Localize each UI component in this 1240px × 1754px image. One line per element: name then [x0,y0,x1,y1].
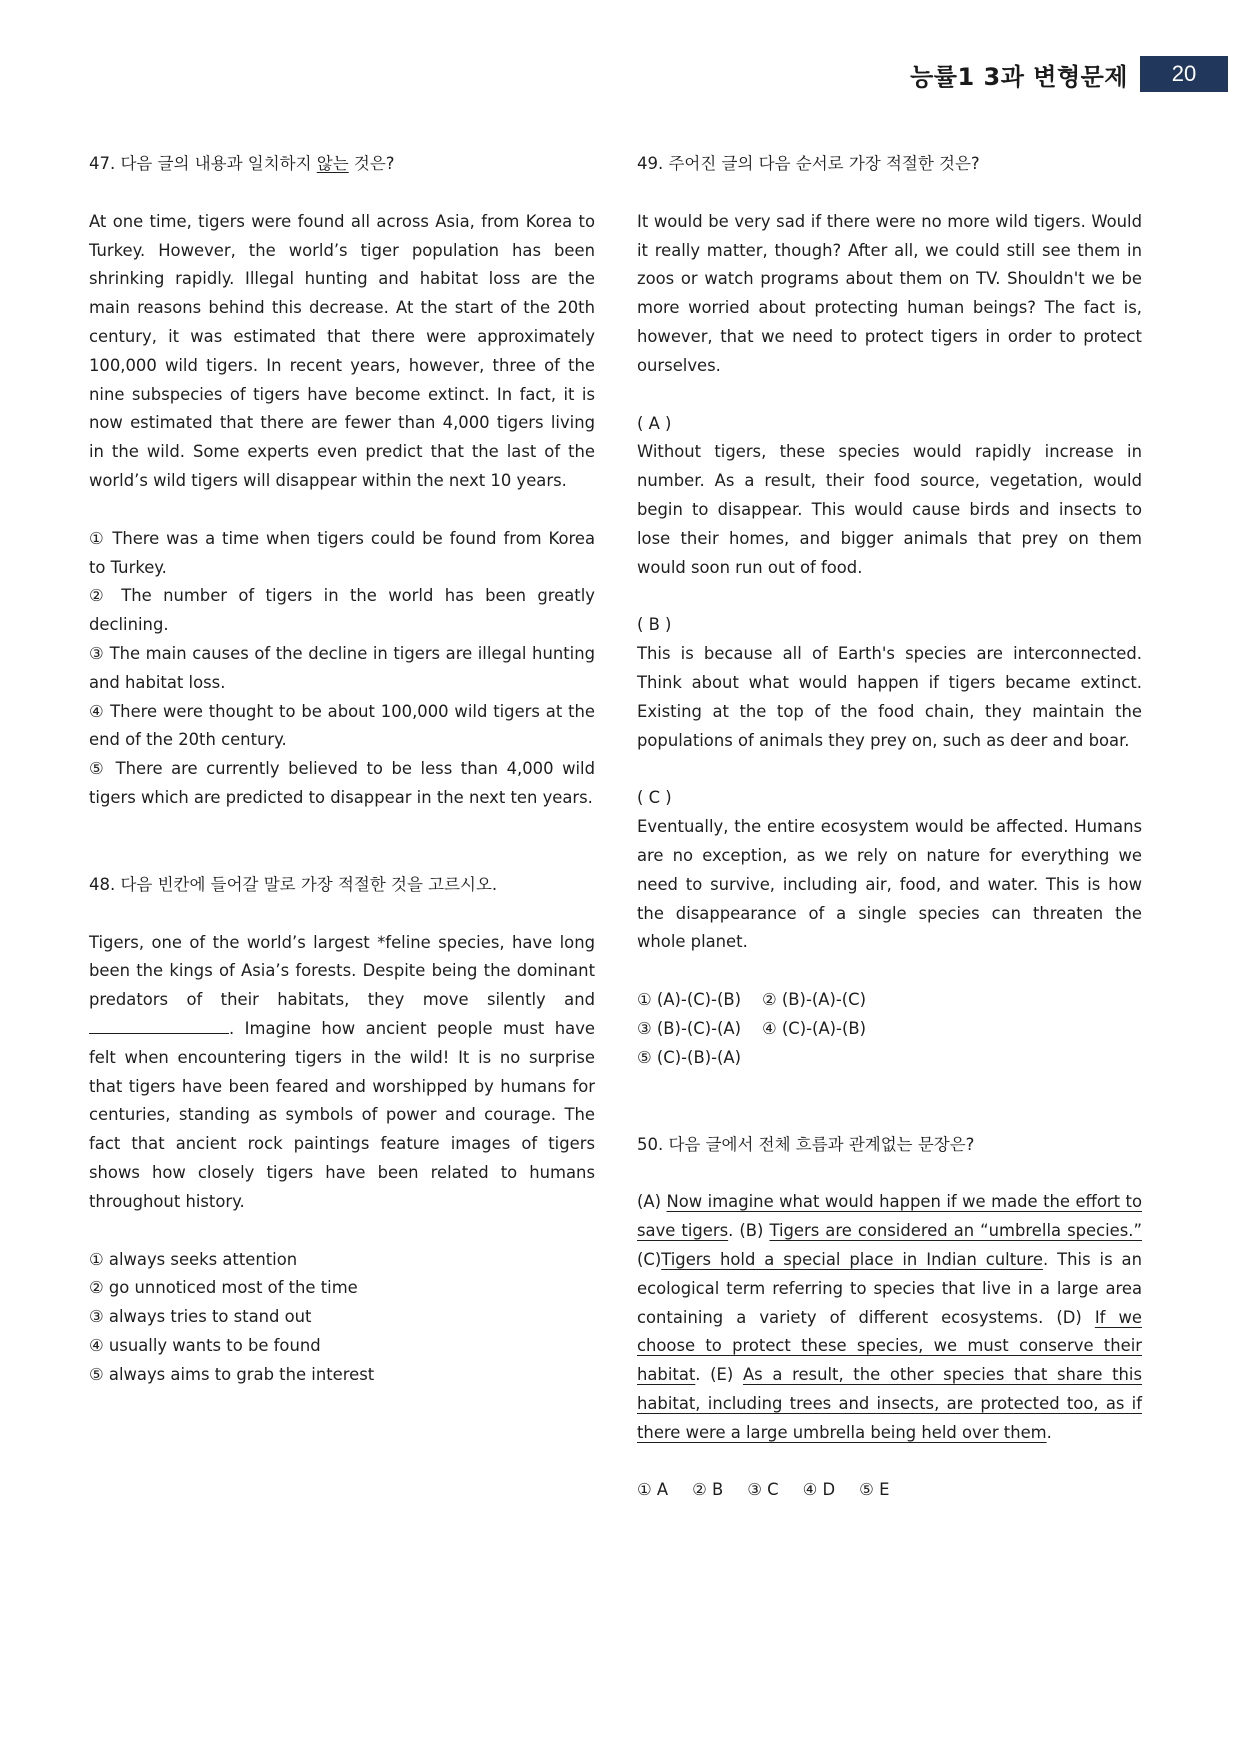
q50-option-1[interactable]: ① A [637,1480,669,1500]
q48-option-2[interactable]: ② go unnoticed most of the time [89,1278,358,1298]
q49-label-b: ( B ) [637,615,672,635]
q49-label-c: ( C ) [637,788,672,808]
page-header [910,56,1228,92]
q48-option-4[interactable]: ④ usually wants to be found [89,1335,321,1355]
q50-passage: (A) Now imagine what would happen if we made the effort to save tigers. (B) Tigers are considered an “umbrella species.” (C)Tigers hold a special place in Indian culture. This is an ecological term referring to species that live in a large area containing a variety of different ecosystems. (D) If we choose to protect these species, we must conserve their habitat. (E) As a result, the other species that share this habitat, including trees and insects, are protected too, as if there were a large umbrella being held over them. [637,1192,1142,1442]
left-column [89,150,595,1389]
q49-text-a: Without tigers, these species would rapidly increase in number. As a result, their food source, vegetation, would begin to disappear. This would cause birds and insects to lose their homes, and bigger animals that prey on them would soon run out of food. [637,442,1142,577]
q49-title: 49. 주어진 글의 다음 순서로 가장 적절한 것은? [637,154,980,173]
q47-passage: At one time, tigers were found all across Asia, from Korea to Turkey. However, the world’s tiger population has been shrinking rapidly. Illegal hunting and habitat loss are the main reasons behind this decrease. At the start of the 20th century, it was estimated that there were approximately 100,000 wild tigers. In recent years, however, three of the nine subspecies of tigers have become extinct. In fact, it is now estimated that there are fewer than 4,000 tigers living in the wild. Some experts even predict that the last of the world’s wild tigers will disappear within the next 10 years. [89,211,595,490]
q49-option-1[interactable]: ① (A)-(C)-(B) [637,990,742,1010]
q48-title: 48. 다음 빈칸에 들어갈 말로 가장 적절한 것을 고르시오. [89,874,498,894]
q49-option-3[interactable]: ③ (B)-(C)-(A) [637,1018,742,1038]
page-number: 20 [1140,56,1228,92]
q50-title: 50. 다음 글에서 전체 흐름과 관계없는 문장은? [637,1134,975,1154]
q50-sentence-a: Now imagine what would happen if we made the effort to save tigers [637,1192,1142,1241]
q50-sentence-c: Tigers hold a special place in Indian culture [661,1249,1043,1269]
answer-blank [89,1015,229,1034]
q47-option-3[interactable]: ③ The main causes of the decline in tigers are illegal hunting and habitat loss. [89,643,595,692]
q49-option-4[interactable]: ④ (C)-(A)-(B) [762,1018,867,1038]
q49-text-c: Eventually, the entire ecosystem would be affected. Humans are no exception, as we rely on nature for everything we need to survive, including air, food, and water. This is how the disappearance of a single species can threaten the whole planet. [637,817,1142,952]
q50-sentence-e: As a result, the other species that share this habitat, including trees and insects, are protected too, as if there were a large umbrella being held over them [637,1365,1142,1442]
q48-option-1[interactable]: ① always seeks attention [89,1249,298,1269]
header-title: 능률1 3과 변형문제 [910,62,1128,91]
right-column [637,150,1142,1505]
q48-option-3[interactable]: ③ always tries to stand out [89,1307,312,1327]
q49-options [637,986,1142,1072]
q48-passage: Tigers, one of the world’s largest *feline species, have long been the kings of Asia’s forests. Despite being the dominant predators of their habitats, they move silently and. Imagine how ancient people must have felt when encountering tigers in the wild! It is no surprise that tigers have been feared and worshipped by humans for centuries, standing as symbols of power and courage. The fact that ancient rock paintings feature images of tigers shows how closely tigers have been related to humans throughout history. [89,932,595,1211]
q49-intro: It would be very sad if there were no more wild tigers. Would it really matter, though? After all, we could still see them in zoos or watch programs about them on TV. Shouldn't we be more worried about protecting human beings? The fact is, however, that we need to protect tigers in order to protect ourselves. [637,211,1142,375]
q47-option-4[interactable]: ④ There were thought to be about 100,000 wild tigers at the end of the 20th century. [89,701,595,750]
q49-text-b: This is because all of Earth's species are interconnected. Think about what would happen if tigers became extinct. Existing at the top of the food chain, they maintain the populations of animals they prey on, such as deer and boar. [637,644,1142,750]
q50-sentence-b: Tigers are considered an “umbrella species.” [769,1221,1142,1241]
q49-label-a: ( A ) [637,413,672,433]
q50-option-4[interactable]: ④ D [802,1480,836,1500]
q49-option-2[interactable]: ② (B)-(A)-(C) [762,990,867,1010]
q50-sentence-d: If we choose to protect these species, we must conserve their habitat [637,1307,1142,1385]
q50-option-3[interactable]: ③ C [747,1480,779,1500]
q48-option-5[interactable]: ⑤ always aims to grab the interest [89,1364,375,1384]
q50-option-5[interactable]: ⑤ E [859,1480,890,1500]
q47-title: 47. 다음 글의 내용과 일치하지 않는 것은? [89,154,395,173]
q47-option-5[interactable]: ⑤ There are currently believed to be less than 4,000 wild tigers which are predicted to disappear in the next ten years. [89,759,595,807]
q47-option-2[interactable]: ② The number of tigers in the world has been greatly declining. [89,586,595,635]
q50-option-2[interactable]: ② B [692,1480,724,1500]
q50-options [637,1476,1142,1505]
q49-option-5[interactable]: ⑤ (C)-(B)-(A) [637,1047,742,1067]
q47-option-1[interactable]: ① There was a time when tigers could be found from Korea to Turkey. [89,528,595,577]
